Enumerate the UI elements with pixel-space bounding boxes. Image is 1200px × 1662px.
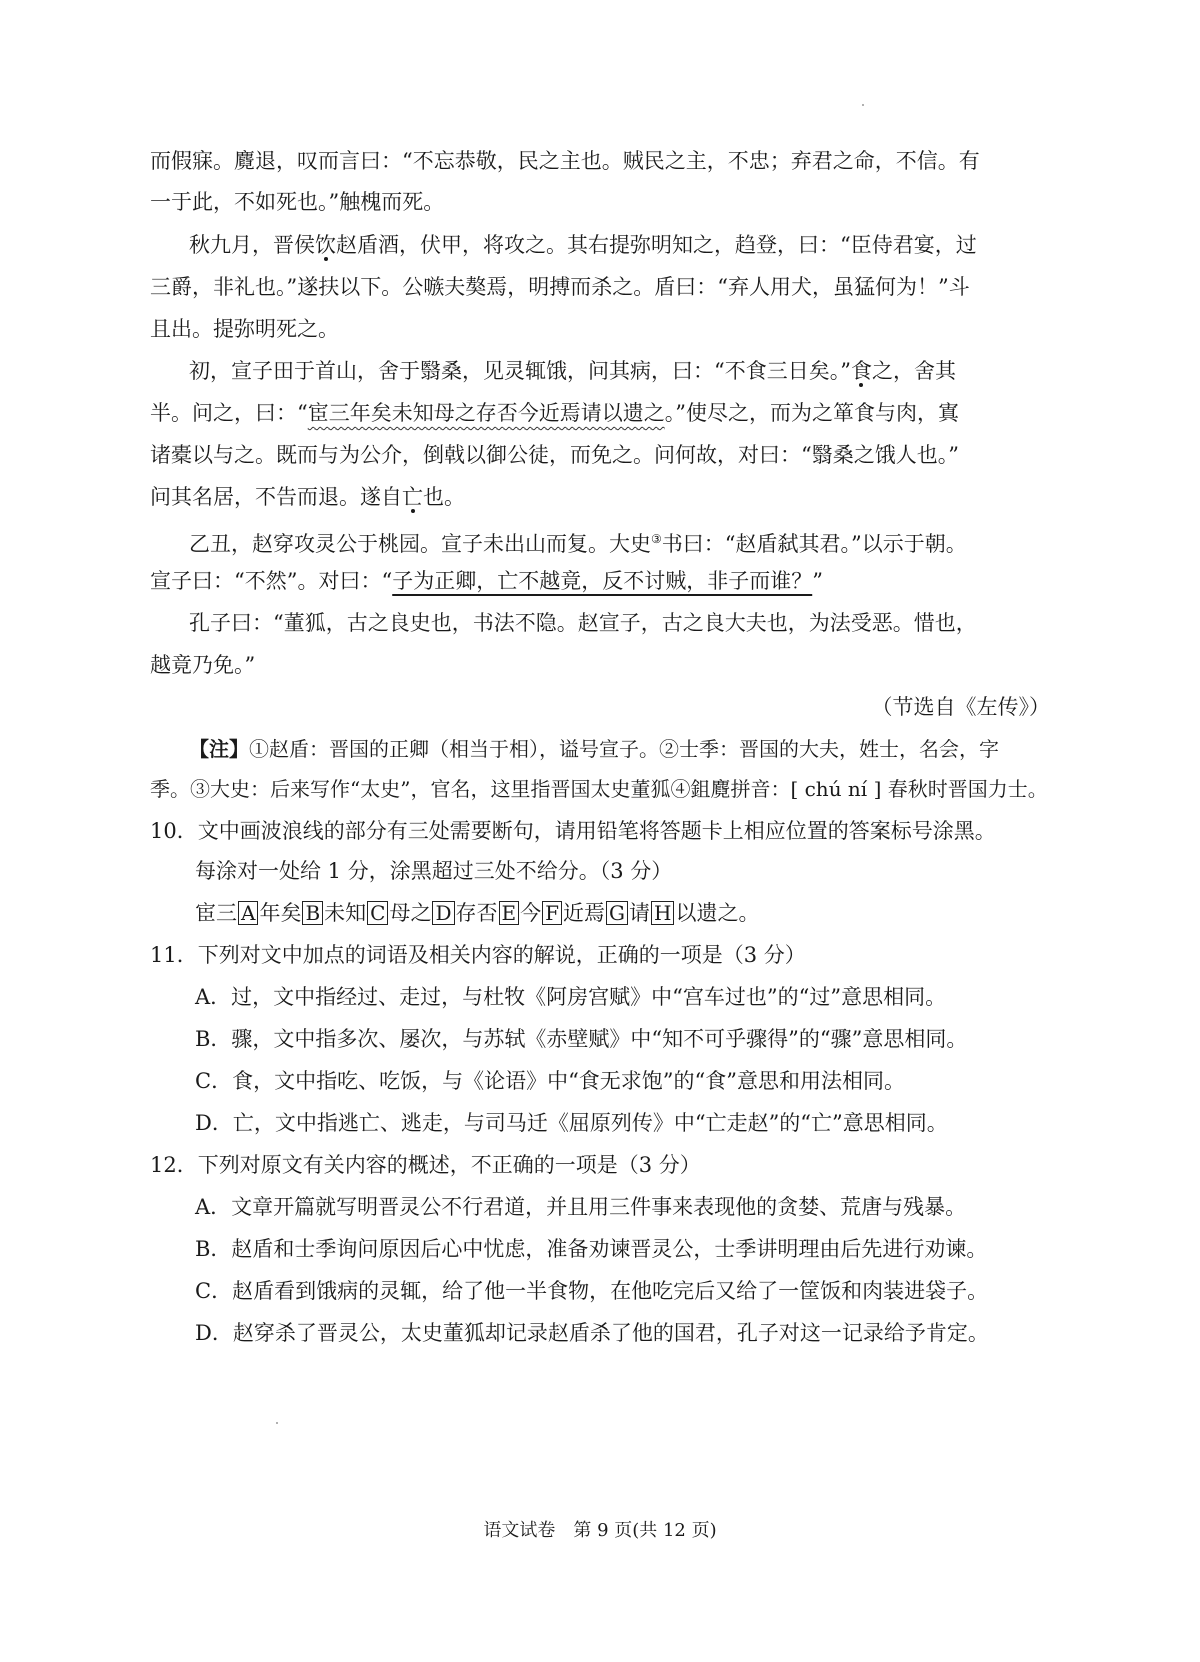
page-footer: 语文试卷 第 9 页(共 12 页) [483,1520,717,1541]
break-box-b[interactable]: B [302,901,323,925]
notes-label: 【注】 [189,737,249,761]
question-12-option-c: C．赵盾看到饿病的灵辄，给了他一半食物，在他吃完后又给了一筐饭和肉装进袋子。 [195,1279,989,1303]
break-box-c[interactable]: C [367,901,388,925]
wavy-underlined-text: 宦三年矣未知母之存否今近焉请以遗之 [307,401,665,425]
question-11-option-b: B．骤，文中指多次、屡次，与苏轼《赤壁赋》中“知不可乎骤得”的“骤”意思相同。 [195,1027,968,1051]
break-box-d[interactable]: D [432,901,454,925]
passage-line: 越竟乃免。” [150,653,256,677]
passage-line: 三爵，非礼也。”遂扶以下。公嗾夫獒焉，明搏而杀之。盾曰：“弃人用犬，虽猛何为！”斗 [150,275,970,299]
passage-line: 诸橐以与之。既而与为公介，倒戟以御公徒，而免之。问何故，对曰：“翳桑之饿人也。” [150,443,959,467]
break-box-f[interactable]: F [542,901,562,925]
passage-line: 而假寐。麑退，叹而言曰：“不忘恭敬，民之主也。贼民之主，不忠；弃君之命，不信。有 [150,149,980,173]
question-11-stem: 11．下列对文中加点的词语及相关内容的解说，正确的一项是（3 分） [150,943,806,967]
question-12-option-d: D．赵穿杀了晋灵公，太史董狐却记录赵盾杀了他的国君，孔子对这一记录给予肯定。 [195,1321,989,1345]
break-box-a[interactable]: A [238,901,258,925]
passage-line: 初，宣子田于首山，舍于翳桑，见灵辄饿，问其病，曰：“不食三日矣。”食之，舍其 [189,359,956,383]
question-11-option-d: D．亡，文中指逃亡、逃走，与司马迁《屈原列传》中“亡走赵”的“亡”意思相同。 [195,1111,948,1135]
underlined-text: 子为正卿，亡不越竟，反不讨贼，非子而谁？ [392,569,813,593]
passage-line: 乙丑，赵穿攻灵公于桃园。宣子未出山而复。大史③书曰：“赵盾弑其君。”以示于朝。 [189,532,967,556]
scan-speck [276,1422,278,1424]
question-11-option-a: A．过，文中指经过、走过，与杜牧《阿房宫赋》中“宫车过也”的“过”意思相同。 [195,985,947,1009]
question-12-stem: 12．下列对原文有关内容的概述，不正确的一项是（3 分） [150,1153,701,1177]
notes-line: 【注】①赵盾：晋国的正卿（相当于相），谥号宣子。②士季：晋国的大夫，姓士，名会，字 [189,737,999,761]
dotted-word: 食 [850,359,872,383]
passage-line: 秋九月，晋侯饮赵盾酒，伏甲，将攻之。其右提弥明知之，趋登，曰：“臣侍君宴，过 [189,233,977,257]
source-citation: （节选自《左传》） [871,695,1050,719]
question-10-stem-2: 每涂对一处给 1 分，涂黑超过三处不给分。（3 分） [195,859,673,883]
scan-speck [862,104,864,106]
note-marker: ③ [651,532,662,546]
passage-line: 且出。提弥明死之。 [150,317,339,341]
question-10-sentence: 宦三 A 年矣 B 未知 C 母之 D 存否 E 今 F 近焉 G 请 H 以遗之。 [195,901,760,925]
passage-line: 半。问之，曰：“宦三年矣未知母之存否今近焉请以遗之。”使尽之，而为之箪食与肉，寘 [150,401,959,425]
passage-line: 孔子曰：“董狐，古之良史也，书法不隐。赵宣子，古之良大夫也，为法受恶。惜也， [189,611,977,635]
dotted-word: 饮 [315,233,336,257]
passage-line: 一于此，不如死也。”触槐而死。 [150,190,445,214]
break-box-h[interactable]: H [651,901,674,925]
question-12-option-a: A．文章开篇就写明晋灵公不行君道，并且用三件事来表现他的贪婪、荒唐与残暴。 [195,1195,967,1219]
passage-line: 问其名居，不告而退。遂自亡也。 [150,485,465,509]
question-10-stem: 10．文中画波浪线的部分有三处需要断句，请用铅笔将答题卡上相应位置的答案标号涂黑。 [150,819,996,843]
question-12-option-b: B．赵盾和士季询问原因后心中忧虑，准备劝谏晋灵公，士季讲明理由后先进行劝谏。 [195,1237,988,1261]
dotted-word: 亡 [402,485,423,509]
notes-line: 季。③大史：后来写作“太史”，官名，这里指晋国太史董狐④鉏麑拼音：[ chú ní ] 春秋时晋国力士。 [150,777,1048,801]
passage-line: 宣子曰：“不然”。对曰：“子为正卿，亡不越竟，反不讨贼，非子而谁？” [150,569,823,593]
question-11-option-c: C．食，文中指吃、吃饭，与《论语》中“食无求饱”的“食”意思和用法相同。 [195,1069,906,1093]
break-box-g[interactable]: G [606,901,628,925]
break-box-e[interactable]: E [499,901,520,925]
